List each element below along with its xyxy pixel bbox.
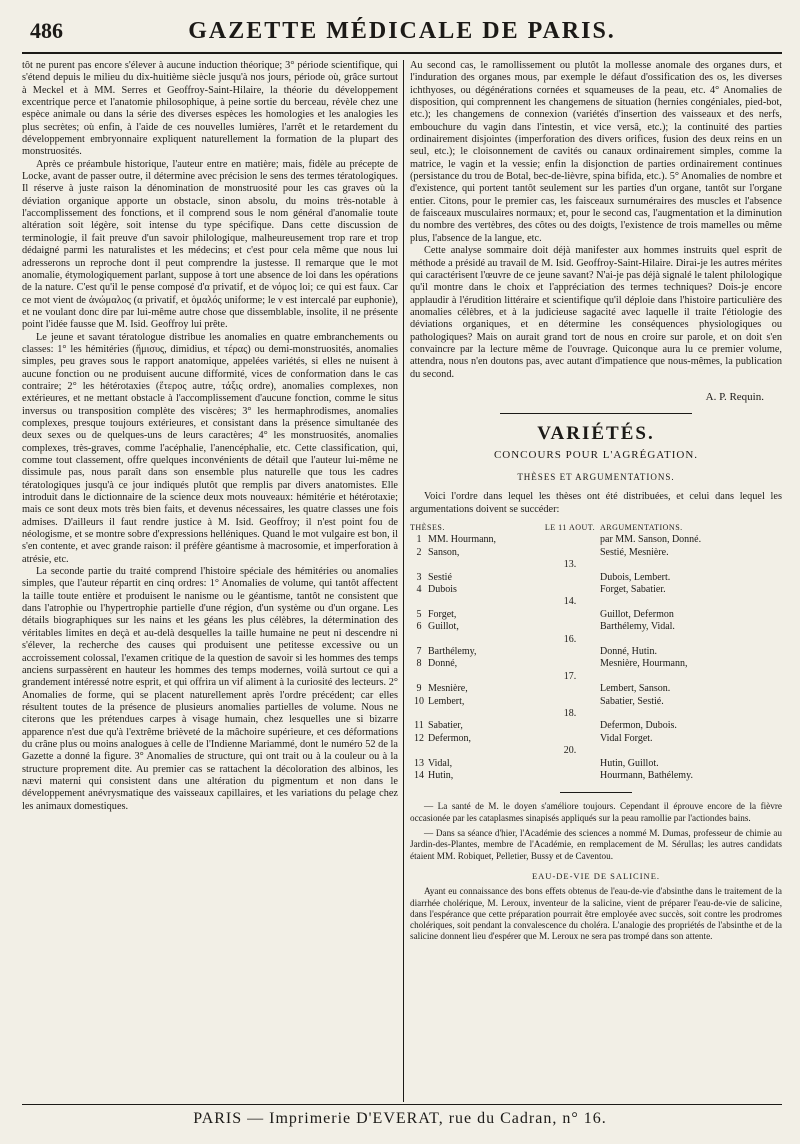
right-paragraph: Au second cas, le ramollissement ou plutôt la mollesse anomale des organes durs, et l'induration des organes mous, par exemple le défaut d'ossification des os, les diverses ichthyoses, ou dégénérations cornées et squameuses de la peau, etc. 4° Anomalies de disposition, qui comprennent les changemens de situation (hernies congéniales, pied-bot, etc.); les changemens de connexion (variétés d'insertion des vaisseaux et des nerfs, embouchure du vagin dans l'intestin, et vice versâ, etc.); la continuité des parties ordinairement disjointes (imperforation des divers orifices, fusion des deux reins en un seul, etc.); le cloisonnement de cavités ou canaux ordinairement simples, comme la matrice, le vagin et la vessie; enfin la disjonction de parties ordinairement continues (persistance du trou de Botal, bec-de-lièvre, spina bifida, etc.). 5° Anomalies de nombre et d'existence, qui portent tantôt seulement sur les parties d'un organe, tantôt sur l'organe entier. Citons, pour le premier cas, les faisceaux surnuméraires des muscles et l'absence de faisceaux musculaires normaux; et, pour le second cas, l'augmentation et la diminution du nombre des vertèbres, des côtes ou des doigts, l'existence de trois mamelles ou même plus, l'absence de la langue, etc.: [410, 60, 782, 244]
thesis-number: 12: [414, 732, 424, 744]
thesis-candidate: Sanson,: [428, 546, 460, 558]
section-title: VARIÉTÉS.: [537, 423, 655, 445]
thesis-candidate: Hutin,: [428, 770, 454, 782]
table-row: [410, 658, 782, 670]
salicine-title: EAU-DE-VIE DE SALICINE.: [531, 870, 661, 881]
footer-imprint: PARIS — Imprimerie D'EVERAT, rue du Cadran, n° 16.: [193, 1110, 607, 1127]
table-row: [410, 584, 782, 596]
thesis-number: 3: [416, 571, 422, 583]
thesis-number: 11: [414, 720, 424, 732]
thesis-argumenters: Barthélemy, Vidal.: [600, 621, 675, 633]
left-paragraph: La seconde partie du traité comprend l'histoire spéciale des hémitéries ou anomalies simples, que l'auteur répartit en cinq ordres: 1° Anomalies de volume, qui tantôt affectent la taille toute entière et produisent le nanisme ou le géantisme, tantôt ne consistent que dans l'atrophie ou l'hypertrophie partielle d'une région, d'un système ou d'un organe. Les détails biographiques sur les nains et les géans les plus célèbres, la détermination des véritables limites en deçà et au-delà desquelles la taille humaine ne peut ni descendre ni s'élever, la recherche des causes qui produisent une petitesse excessive ou un accroissement colossal, l'examen critique de la question de savoir si les hommes des temps anciens surpassèrent en hauteur les hommes des temps modernes, voilà surtout ce qui a grandement intéressé notre esprit, et qui offrira un vif aliment à la curiosité des lecteurs. 2° Anomalies de forme, qui se placent naturellement après l'ordre précédent; car elles résultent toutes de la présence de plusieurs anomalies partielles de volume. Nous ne citerons que les prétendues carpes à visage humain, chez lesquelles une si bizarre apparence n'est due qu'à l'extrême brièveté de la mâchoire supérieure, et ces déformations du crâne plus ou moins analogues à celle de l'Indienne Mariammé, dont le numéro 52 de la Gazette a donné la figure. 3° Anomalies de structure, qui ont trait ou à la couleur ou à la structure proprement dite. Au premier cas se rattachent la décoloration des albinos, les nævi materni qui consistent dans une altération du pigmentum et non dans le développement anévrysmatique des vaisseaux capillaires, et les variations du pelage chez les animaux domestiques.: [22, 566, 398, 812]
header-rule: [22, 52, 782, 54]
section-rule: [500, 413, 692, 414]
date-row: [410, 671, 782, 683]
session-date: 16.: [563, 633, 577, 645]
news-rule: [560, 792, 632, 793]
thesis-argumenters: Sabatier, Sestié.: [600, 695, 664, 707]
left-paragraph: tôt ne purent pas encore s'élever à aucune induction théorique; 3° période scientifique, qui s'étend depuis le milieu du dix-huitième siècle jusqu'à nos jours, période où, grâce surtout à Meckel et à MM. Serres et Geoffroy-Saint-Hilaire, la théorie du développement excentrique perce et l'anatomie philosophique, à peine sortie du berceau, révèle chez une espèce animale ou dans la série des diverses espèces les homologies et les analogies les plus secrètes; où enfin, à l'aide de ces nouvelles lumières, l'arrêt et le retardement du développement embryonnaire expliquent naturellement la formation de la plupart des monstruosités.: [22, 60, 398, 158]
section-subsubtitle: THÈSES ET ARGUMENTATIONS.: [517, 471, 675, 482]
thesis-number: 5: [416, 608, 422, 620]
thesis-candidate: Forget,: [428, 608, 457, 620]
theses-group: [410, 708, 782, 745]
thesis-argumenters: Guillot, Defermon: [600, 608, 674, 620]
thesis-number: 1: [416, 534, 422, 546]
theses-group: [410, 671, 782, 708]
theses-group: [410, 596, 782, 633]
page-number: 486: [30, 18, 63, 43]
thesis-argumenters: Vidal Forget.: [600, 732, 653, 744]
session-date: 13.: [563, 559, 577, 571]
salicine-text: Ayant eu connaissance des bons effets obtenus de l'eau-de-vie d'absinthe dans le traitement de la diarrhée cholérique, M. Leroux, inventeur de la salicine, vient de préparer l'eau-de-vie de salicine, dans l'espérance que cette préparation pourrait être employée avec succès, soit contre les prodromes cholériques, soit pendant la convalescence du choléra. L'analogie des propriétés de l'absinthe et de la salicine donnent lieu d'espérer que M. Leroux ne sera pas trompé dans son attente.: [410, 886, 782, 942]
theses-intro: Voici l'ordre dans lequel les thèses ont été distribuées, et celui dans lequel les argumentations doivent se succéder:: [410, 491, 782, 515]
thesis-candidate: Donné,: [428, 658, 458, 670]
date-column-header: LE 11 AOUT.: [544, 523, 596, 532]
table-row: [410, 770, 782, 782]
thesis-number: 10: [414, 695, 424, 707]
thesis-argumenters: Hutin, Guillot.: [600, 757, 659, 769]
thesis-candidate: Dubois: [428, 583, 457, 595]
footer-rule: [22, 1104, 782, 1105]
session-date: 18.: [563, 708, 577, 720]
thesis-number: 7: [416, 646, 422, 657]
author-signature: A. P. Requin.: [705, 390, 764, 403]
date-row: [410, 634, 782, 646]
news-item: — La santé de M. le doyen s'améliore toujours. Cependant il éprouve encore de la fièvre occasionée par les cataplasmes sinapisés appliqués sur la peau ramollie par l'actiondes bains.: [410, 801, 782, 823]
thesis-candidate: Lembert,: [428, 695, 465, 707]
date-row: [410, 596, 782, 608]
thesis-candidate: Sabatier,: [428, 720, 463, 732]
thesis-candidate: Defermon,: [428, 732, 472, 744]
thesis-number: 9: [416, 683, 422, 695]
thesis-number: 4: [416, 583, 422, 595]
date-row: [410, 745, 782, 757]
thesis-candidate: Sestié: [428, 571, 452, 583]
thesis-candidate: Barthélemy,: [428, 646, 477, 657]
journal-title: GAZETTE MÉDICALE DE PARIS.: [188, 18, 616, 44]
thesis-argumenters: Lembert, Sanson.: [600, 683, 671, 695]
thesis-argumenters: Sestié, Mesnière.: [600, 546, 669, 558]
session-date: 17.: [563, 670, 577, 682]
page-header: [22, 10, 782, 50]
table-row: [410, 733, 782, 745]
theses-group: [410, 745, 782, 782]
session-date: 14.: [563, 596, 577, 608]
theses-group: [410, 534, 782, 559]
thesis-number: 6: [416, 621, 422, 633]
theses-group: [410, 559, 782, 596]
thesis-argumenters: par MM. Sanson, Donné.: [600, 534, 702, 546]
table-row: [410, 683, 782, 695]
thesis-argumenters: Mesnière, Hourmann,: [600, 658, 688, 670]
news-item: — Dans sa séance d'hier, l'Académie des sciences a nommé M. Dumas, professeur de chimie au Jardin-des-Plantes, membre de l'Académie, en remplacement de M. Sérullas; les autres candidats étaient MM. Robiquet, Pelletier, Bussy et de Caventou.: [410, 828, 782, 861]
section-subtitle: CONCOURS POUR L'AGRÉGATION.: [493, 448, 699, 461]
table-row: [410, 572, 782, 584]
thesis-number: 14: [414, 770, 424, 782]
table-row: [410, 758, 782, 770]
right-paragraph: Cette analyse sommaire doit déjà manifester aux hommes instruits quel esprit de méthode a présidé au travail de M. Isid. Geoffroy-Saint-Hilaire. Dirai-je les autres mérites qui caractérisent l'œuvre de ce jeune savant? N'ai-je pas déjà signalé le talent philologique qu'il montre dans le choix et l'appréciation des termes techniques? Dois-je encore applaudir à l'érudition littéraire et scientifique qu'il déploie dans l'histoire particulière des anomalies célèbres, et à la judicieuse sagacité avec laquelle il traite l'étiologie des déviations organiques, et en détermine les conséquences physiologiques ou pathologiques? Mais on aurait grand tort de nous en croire sur parole, et on doit s'en convaincre par la lecture même de l'ouvrage. Quiconque aura lu ce premier volume, attendra, nous n'en doutons pas, avec autant d'impatience que nous-mêmes, la publication du second.: [410, 245, 782, 380]
argumentations-column-header: ARGUMENTATIONS.: [600, 523, 683, 532]
table-row: [410, 720, 782, 732]
left-paragraph: Après ce préambule historique, l'auteur entre en matière; mais, fidèle au précepte de Locke, avant de passer outre, il détermine avec précision le sens des termes tératologiques. Il réserve à juste raison la dénomination de monstruosité pour les cas graves où la déviation organique apporte un obstacle, sinon absolu, du moins très-notable à l'accomplissement des fonctions, et il comprend sous le nom général d'anomalie toute altération soit légère, soit intense du type spécifique. Dans cette discussion de terminologie, il fait preuve d'un savoir philologique, malheureusement trop rare et trop dédaigné parmi les naturalistes et les médecins; et c'est pour cela même que nous lui adresserons un reproche dont il peut comprendre la justesse. Il remarque que le mot anomalie, étymologiquement parlant, suppose à tort une absence de loi dans les opérations de la nature. C'est qu'il le pense composé d'α privatif, et de νόμος loi; ce qui est faux. Car ce mot vient de ἀνώμαλος (α privatif, et ὁμαλός uniforme; le ν est intercalé par euphonie), et ne voulant donc dire par lui-même autre chose que dissemblable, insolite, il ne présente point l'idée fausse que M. Isid. Geoffroy lui prête.: [22, 158, 398, 331]
table-row: [410, 621, 782, 633]
table-row: [410, 534, 782, 546]
theses-group: [410, 634, 782, 671]
thesis-candidate: MM. Hourmann,: [428, 534, 497, 546]
theses-table: [410, 534, 782, 782]
theses-table-header: [410, 522, 782, 534]
right-column: [410, 60, 782, 1102]
thesis-argumenters: Hourmann, Bathélemy.: [600, 770, 693, 782]
thesis-argumenters: Forget, Sabatier.: [600, 583, 666, 595]
theses-column-header: THÈSES.: [410, 523, 445, 532]
thesis-argumenters: Defermon, Dubois.: [600, 720, 677, 732]
thesis-number: 13: [414, 757, 424, 769]
date-row: [410, 708, 782, 720]
thesis-number: 2: [416, 546, 422, 558]
table-row: [410, 696, 782, 708]
thesis-candidate: Vidal,: [428, 757, 453, 769]
date-row: [410, 559, 782, 571]
session-date: 20.: [563, 745, 577, 757]
left-column: [22, 60, 398, 1102]
column-divider: [403, 60, 404, 1102]
thesis-number: 8: [416, 658, 422, 670]
table-row: [410, 609, 782, 621]
table-row: [410, 547, 782, 559]
thesis-argumenters: Dubois, Lembert.: [600, 571, 671, 583]
thesis-candidate: Mesnière,: [428, 683, 468, 695]
table-row: [410, 646, 782, 658]
thesis-argumenters: Donné, Hutin.: [600, 646, 657, 657]
left-paragraph: Le jeune et savant tératologue distribue les anomalies en quatre embranchements ou classes: 1° les hémitéries (ἥμισυς, dimidius, et τέρας) ou demi-monstruosités, anomalies simples, peu graves sous le rapport anatomique, appelées variétés, si elles ne nuisent à aucune fonction ou ne produisent aucune difformité, vices de conformation dans le cas contraire; 2° les hétérotaxies (ἕτερος autre, τάξις ordre), anomalies complexes, non extérieures, et ne mettant obstacle à l'accomplissement d'aucune fonction, comme le situs inversus ou transposition complète des viscères; 3° les hermaphrodismes, anomalies complexes, presque toujours extérieures, et consistant dans la présence simultanée des deux sexes ou de quelques-uns de leurs caractères; 4° les monstruosités, anomalies complexes, très-graves, comme l'acéphalie, l'anencéphalie, etc. Cette classification, qui, comme tout classement, offre quelques inconvénients de détail que l'auteur lui-même ne dissimule pas, nous paraît dans son ensemble plus naturelle que tous les cadres tératologiques jusqu'à ce jour indiqués plutôt que remplis par divers anatomistes. Elle introduit dans le dictionnaire de la science deux mots nouveaux: hémitérie et hétérotaxie; mais ce sont deux mots très bien faits, et devenus nécessaires, les quatre classes une fois admises. D'ailleurs il faut rendre justice à M. Isid. Geoffroy; il n'est point fou de néologisme, et se montre sobre d'expressions helléniques. Quand le mot vulgaire est bon, il s'en contente, et avec grande raison: il préfère géantisme à macrosomie, et imperforation à atrésie, etc.: [22, 331, 398, 565]
thesis-candidate: Guillot,: [428, 621, 459, 633]
